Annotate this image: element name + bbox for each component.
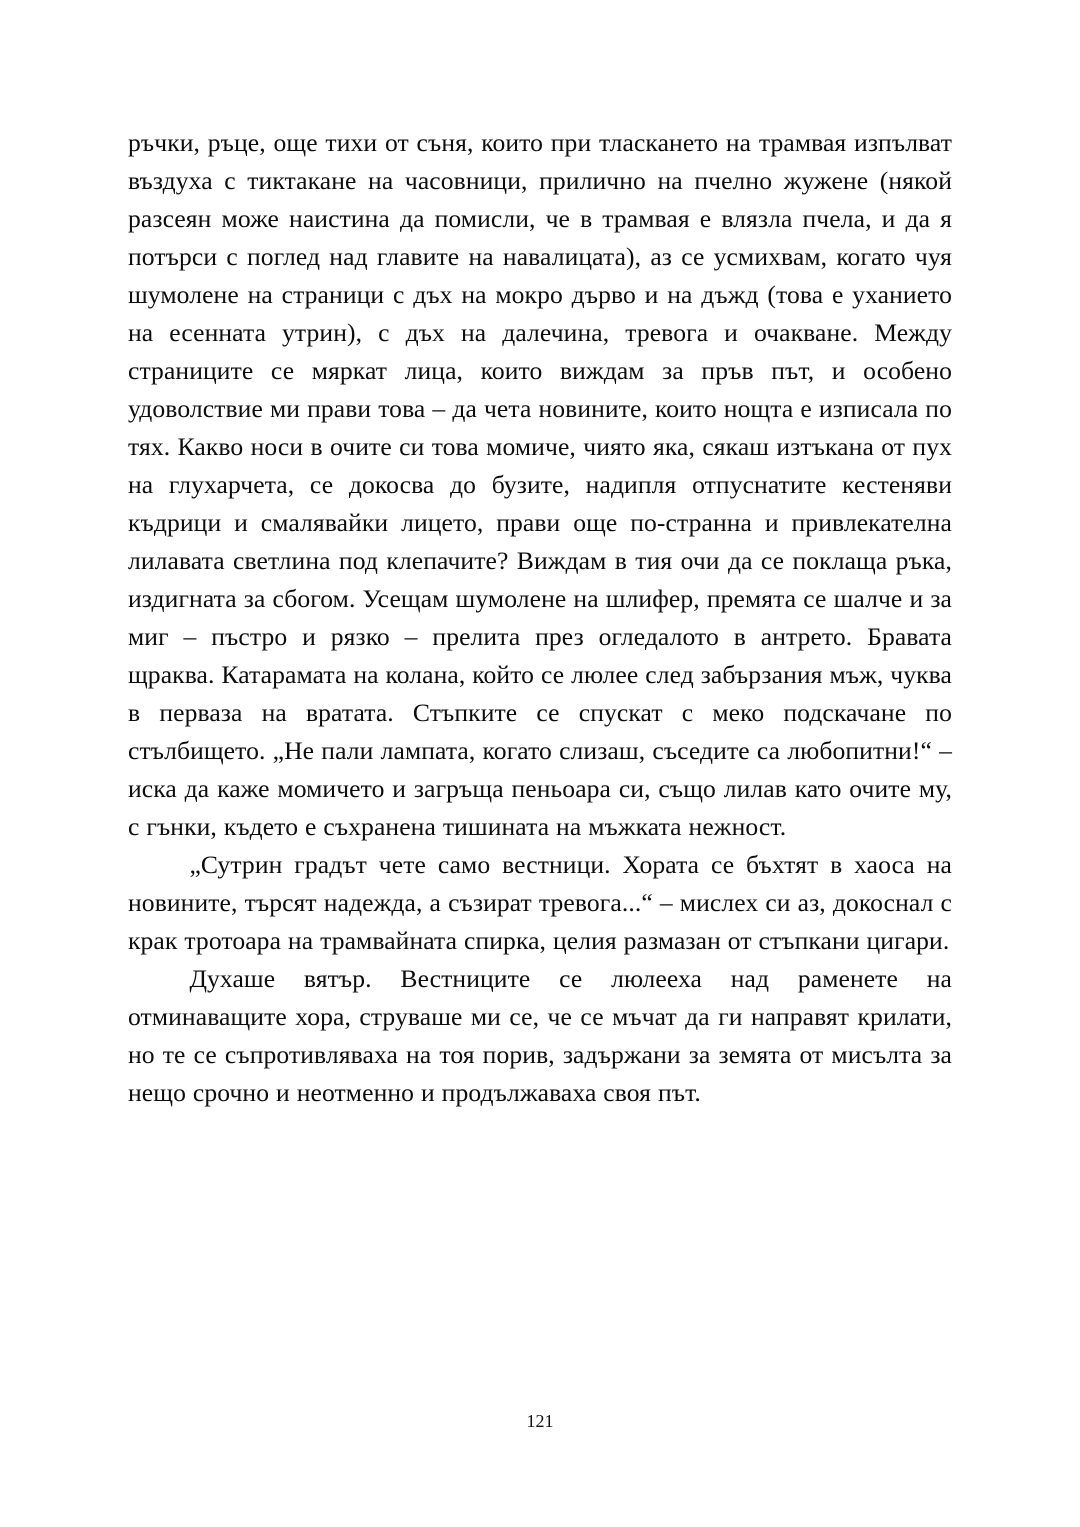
paragraph: „Сутрин градът чете само вестници. Хората се бъхтят в хаоса на новините, търсят надежда, а съзират тревога...“ – мислех си аз, докоснал с крак тротоара на трамвайната спирка, целия размазан от стъпкани цигари. <box>128 850 952 955</box>
paragraph: Духаше вятър. Вестниците се люлееха над раменете на отминаващите хора, струваше ми се, че се мъчат да ги направят крилати, но те се съпротивляваха на тоя порив, задържани за земята от мисълта за нещо срочно и неотменно и продължаваха своя път. <box>128 964 952 1107</box>
body-text <box>128 124 952 1112</box>
page-number: 121 <box>526 1411 554 1431</box>
paragraph: ръчки, ръце, още тихи от съня, които при тласкането на трамвая изпълват въздуха с тиктакане на часовници, прилично на пчелно жужене (някой разсеян може наистина да помисли, че в трамвая е влязла пчела, и да я потърси с поглед над главите на навалицата), аз се усмихвам, когато чуя шумолене на страници с дъх на мокро дърво и на дъжд (това е уханието на есенната утрин), с дъх на далечина, тревога и очакване. Между страниците се мяркат лица, които виждам за пръв път, и особено удоволствие ми прави това – да чета новините, които нощта е изписала по тях. Какво носи в очите си това момиче, чиято яка, сякаш изтъкана от пух на глухарчета, се докосва до бузите, надипля отпуснатите кестеняви къдрици и смалявайки лицето, прави още по-странна и привлекателна лилавата светлина под клепачите? Виждам в тия очи да се поклаща ръка, издигната за сбогом. Усещам шумолене на шлифер, премята се шалче и за миг – пъстро и рязко – прелита през огледалото в антрето. Бравата щраква. Катарамата на колана, който се люлее след забързания мъж, чуква в перваза на вратата. Стъпките се спускат с меко подскачане по стълбището. „Не пали лампата, когато слизаш, съседите са любопитни!“ – иска да каже момичето и загръща пеньоара си, също лилав като очите му, с гънки, където е съхранена тишината на мъжката нежност. <box>128 128 952 841</box>
